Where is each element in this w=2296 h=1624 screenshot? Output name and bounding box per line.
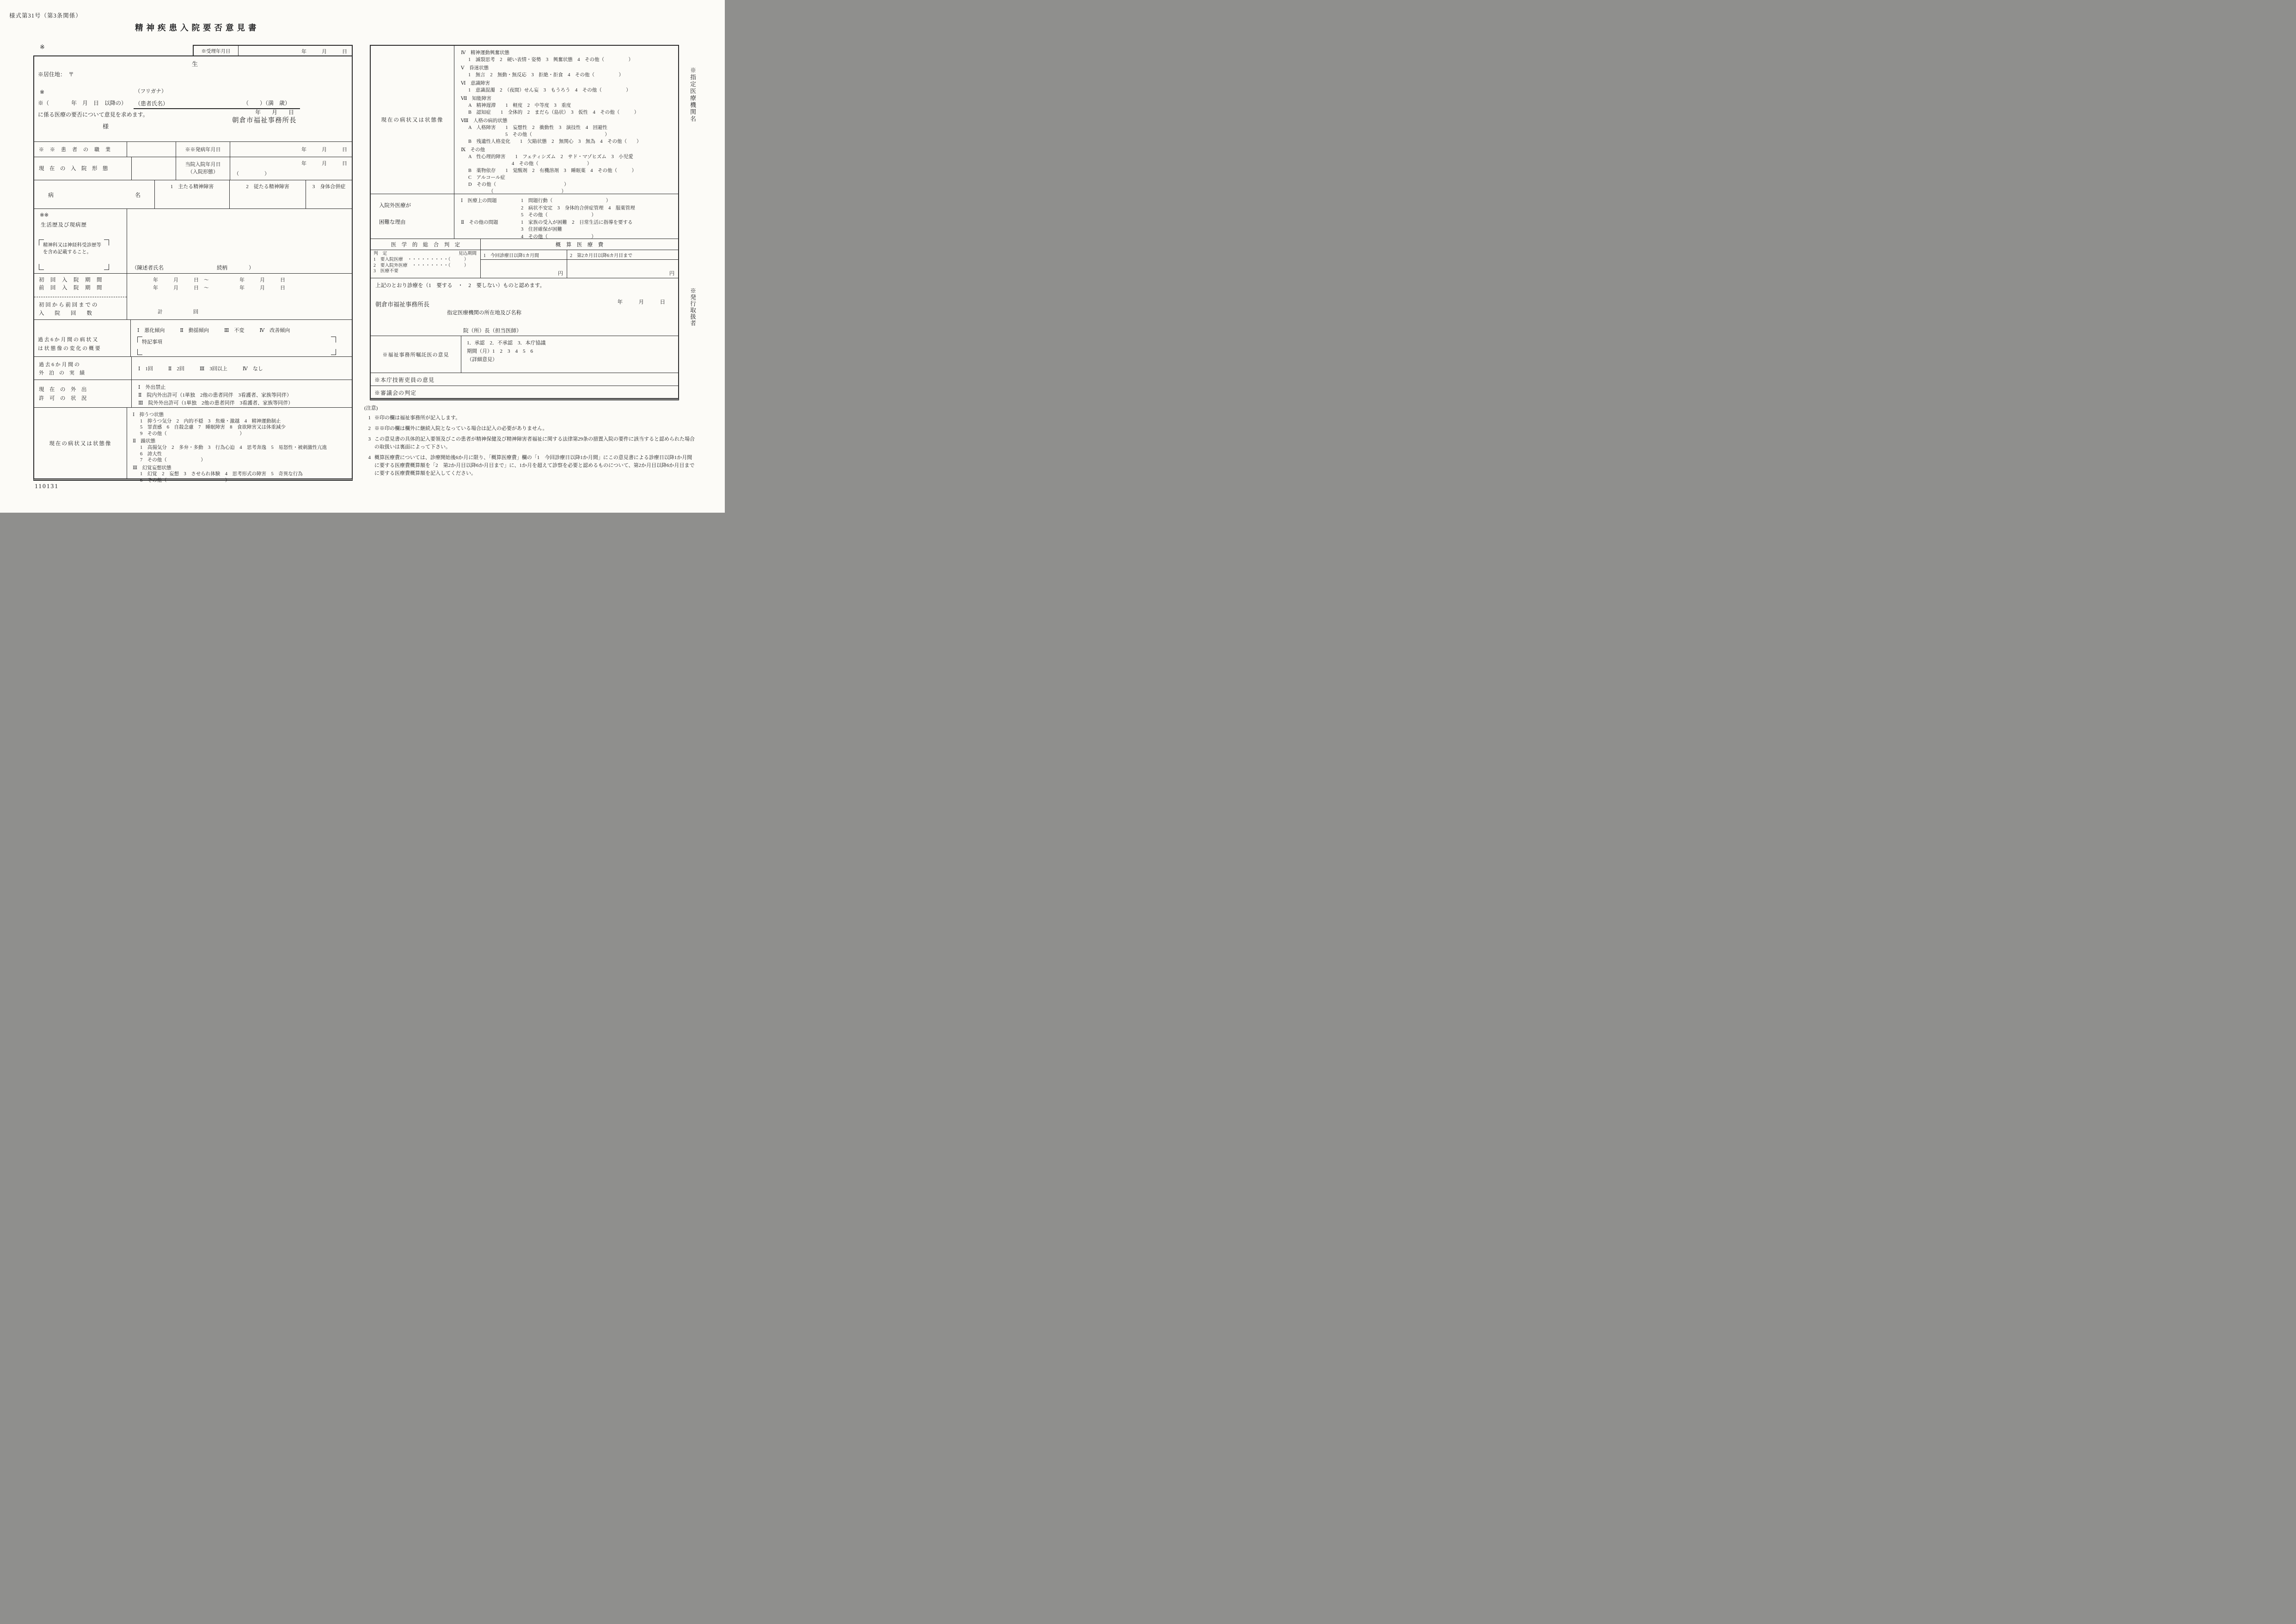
row-tech-opinion (371, 373, 678, 386)
admission-form-label: 現 在 の 入 院 形 態 (34, 157, 132, 180)
bracket-corner-tl (137, 337, 142, 343)
status-VII-lineA: A 精神遅滞 1 軽度 2 中等度 3 重度 (468, 103, 571, 108)
status-VIII-lineB: B 残遺性人格変化 1 欠陥状態 2 無関心 3 無為 4 その他（ ） (468, 139, 642, 144)
status-IX-lineD: D その他（ ） (468, 182, 569, 187)
receipt-date-value: 年 月 日 (301, 49, 347, 55)
row-certification (371, 278, 678, 336)
status-III-line1: 1 幻覚 2 妄想 3 させられ体験 4 思考形式の障害 5 奇異な行為 (140, 472, 303, 477)
outing-option-3: Ⅲ 院外外出許可（1単独 2他の患者同伴 3看護者、家族等同伴） (138, 400, 294, 406)
row-consultant-opinion (371, 336, 678, 373)
status-I-line3: 9 その他（ ） (140, 431, 245, 436)
status-I-line2: 5 罪責感 6 自殺念慮 7 睡眠障害 8 食欲障害又は体重減少 (140, 425, 286, 430)
change-label-line2: は 状 態 像 の 変 化 の 概 要 (38, 346, 100, 351)
note-item-3 (364, 435, 695, 451)
admission-count-total: 計 回 (158, 309, 198, 315)
disease-col-physical: 3 身体合併症 (312, 184, 346, 190)
onset-date-label: ※※発病年月日 (176, 142, 230, 157)
admission-date-label-line2: （入院形態） (188, 169, 218, 175)
page-title: 精神疾患入院要否意見書 (135, 23, 260, 32)
serial-number: 110131 (35, 483, 59, 490)
history-double-asterisk: ※※ (40, 213, 49, 218)
status-I-title: Ⅰ 抑うつ状態 (133, 412, 164, 417)
status-VII-title: Ⅶ 知能障害 (461, 96, 492, 101)
cost1-label: 1 今回診療日以降1カ月間 (481, 250, 567, 260)
difficulty-medical-item2: 2 病状不安定 3 身体的合併症管理 4 服薬管理 (521, 205, 635, 211)
note-item-1 (364, 414, 695, 422)
admission-date-cell (230, 157, 352, 180)
difficulty-medical-header: Ⅰ 医療上の問題 (461, 198, 497, 203)
status-IV-line1: 1 滅裂思考 2 硬い表情・姿勢 3 興奮状態 4 その他（ ） (468, 57, 633, 62)
occupation-label: ※ ※ 患 者 の 職 業 (34, 142, 127, 157)
note-text: ※印の欄は福祉事務所が記入します。 (374, 415, 461, 421)
difficulty-label (371, 194, 454, 239)
margin-label-designated-institution: ※指定医療機関名 (689, 67, 696, 123)
cost2-yen: 円 (669, 271, 674, 276)
disease-col-secondary: 2 従たる精神障害 (230, 180, 306, 209)
notes-title: (注意) (364, 405, 378, 411)
count-label-line2: 入 院 回 数 (39, 311, 92, 316)
status-V-title: Ⅴ 昏迷状態 (461, 66, 489, 71)
overnight-label-line2: 外 泊 の 実 績 (39, 370, 85, 376)
status-VIII-lineA: A 人格障害 1 妄想性 2 衝動性 3 演技性 4 回避性 (468, 125, 608, 130)
status-III-line2: 6 その他（ ） (140, 478, 230, 483)
row-admission-periods (34, 273, 352, 320)
row-admission-form (34, 157, 352, 180)
status-II-line2: 6 誇大性 (140, 451, 162, 457)
notes-section (364, 404, 695, 478)
judgment-item-3: 3 医療不要 (373, 269, 398, 274)
bracket-corner-bl (39, 264, 44, 270)
judgment-item-1: 1 要入院医療 ・・・・・・・・・（ ） (373, 257, 469, 262)
history-bracket-note (39, 239, 109, 270)
outing-label-line1: 現 在 の 外 出 (39, 387, 87, 392)
history-label: 生活歴及び現病歴 (41, 222, 87, 228)
receipt-date-label: ※受理年月日 (194, 46, 239, 55)
residence-label: ※居住地： 〒 (38, 71, 74, 78)
request-date: 年 月 日 (255, 109, 294, 116)
previous-admission-label: 前 回 入 院 期 間 (39, 285, 103, 291)
director-label: 院（所）長（担当医師） (463, 328, 522, 334)
count-labels (34, 297, 127, 320)
outing-label-line2: 許 可 の 状 況 (39, 396, 87, 401)
tech-opinion-label: ※本庁技術吏員の意見 (374, 377, 435, 383)
cost-cell-month1 (481, 250, 567, 278)
row-judgment (371, 239, 678, 278)
overnight-options: Ⅰ 1回 Ⅱ 2回 Ⅲ 3回以上 Ⅳ なし (138, 366, 263, 372)
status-IX-lineA2: 4 その他（ ） (512, 161, 592, 166)
admission-form-paren: （ ） (234, 171, 269, 177)
status-left-label: 現在の病状又は状態像 (34, 408, 127, 478)
status-IX-lineD2: （ ） (489, 189, 566, 194)
row-occupation (34, 141, 352, 157)
row-status-right (371, 46, 678, 194)
margin-label-issuing-handler: ※発行取扱者 (689, 288, 696, 326)
judgment-header-right: 概 算 医 療 費 (555, 242, 604, 248)
disease-col-primary: 1 主たる精神障害 (155, 180, 230, 209)
consultant-line2: 期間（月）1 2 3 4 5 6 (467, 349, 533, 354)
difficulty-other-item2: 3 住居確保が困難 (521, 227, 563, 232)
row-difficulty (371, 194, 678, 239)
previous-admission-dates: 年 月 日 ～ 年 月 日 (153, 285, 285, 291)
outing-option-2: Ⅱ 院内外出許可（1単独 2他の患者同伴 3看護者、家族等同伴） (138, 392, 292, 398)
admission-date-label-line1: 当院入院年月日 (185, 162, 221, 167)
disease-label-char2: 名 (135, 191, 141, 198)
certify-statement: 上記のとおり診療を（1 要する ・ 2 要しない）ものと認めます。 (375, 283, 545, 288)
certify-date: 年 月 日 (617, 300, 665, 305)
consultant-content (461, 336, 678, 373)
status-IX-title: Ⅸ その他 (461, 147, 485, 153)
history-label-cell (34, 209, 127, 274)
outing-options (132, 380, 352, 408)
patient-name-label: （患者氏名） (135, 100, 169, 107)
row-disease-name (34, 180, 352, 209)
note-text: この意見書の具体的記入要領及びこの患者が精神保健及び精神障害者福祉に関する法律第29条の措置入院の要件に該当すると認められた場合の取扱いは裏面によって下さい。 (374, 436, 695, 450)
bracket-corner-tl (39, 239, 44, 245)
expected-period-label: 見込期間 (458, 251, 477, 256)
asterisk-mark: ※ (40, 43, 45, 50)
row-outing-permission (34, 380, 352, 408)
addressee-sama: 様 (103, 123, 109, 130)
since-date-line: ※（ 年 月 日 以降の） (38, 100, 127, 106)
status-VIII-lineA2: 5 その他（ ） (505, 132, 610, 137)
name-underline (134, 100, 300, 109)
overnight-label-line1: 過 去 6 か 月 間 の (39, 362, 80, 368)
judgment-label: 判 定 (373, 251, 387, 256)
note-number: 2 (368, 426, 371, 431)
bracket-corner-br (104, 264, 109, 270)
status-II-line1: 1 高揚気分 2 多弁・多動 3 行為心迫 4 思考奔逸 5 易怒性・被刺激性亢進 (140, 445, 327, 450)
difficulty-content (454, 194, 678, 239)
status-II-line3: 7 その他（ ） (140, 458, 206, 463)
consultant-label: ※福祉事務所嘱託医の意見 (371, 336, 461, 373)
consultant-line1: 1．承認 2．不承認 3．本庁協議 (467, 340, 546, 346)
row-council-judgment (371, 386, 678, 398)
right-form (370, 45, 679, 400)
left-form (33, 55, 353, 481)
occupation-blank-cell (127, 142, 176, 157)
note-number: 1 (368, 415, 371, 421)
status-IX-lineA: A 性心理的障害 1 フェティシズム 2 サド・マゾヒズム 3 小児愛 (468, 154, 633, 159)
difficulty-medical-row (461, 197, 678, 205)
difficulty-label-line2: 困難な理由 (379, 220, 406, 225)
status-VI-title: Ⅵ 意識障害 (461, 81, 490, 86)
status-VI-line1: 1 意識混濁 2 （夜間）せん妄 3 もうろう 4 その他（ ） (468, 88, 631, 93)
difficulty-medical-item3: 5 その他（ ） (521, 213, 596, 218)
welfare-office-head: 朝倉市福祉事務所長 (232, 117, 297, 124)
judgment-item-2: 2 要入院外医療 ・・・・・・・・（ ） (373, 263, 469, 268)
periods-label-cell (34, 274, 127, 320)
cost1-yen: 円 (558, 271, 563, 276)
special-notes-label: 特記事項 (142, 339, 162, 345)
judgment-subheader (373, 251, 480, 257)
difficulty-label-line1: 入院外医療が (379, 203, 411, 208)
disease-name-label (34, 180, 155, 209)
difficulty-other-header: Ⅱ その他の問題 (461, 220, 498, 225)
change-label-line1: 過 去 6 か 月 間 の 病 状 又 (38, 337, 98, 343)
periods-content-cell (127, 274, 352, 320)
change-options: Ⅰ 悪化傾向 Ⅱ 動揺傾向 Ⅲ 不変 Ⅳ 改善傾向 (137, 328, 290, 333)
judgment-header-left: 医 学 的 総 合 判 定 (371, 239, 481, 250)
first-admission-label: 初 回 入 院 期 間 (39, 277, 103, 283)
status-VIII-title: Ⅷ 人格の病的状態 (461, 118, 508, 123)
difficulty-other-item3: 4 その他（ ） (521, 234, 596, 239)
change-content-cell (131, 320, 352, 357)
birth-suffix: 生 (192, 61, 198, 67)
history-content-cell (127, 209, 352, 274)
judgment-header-row (371, 239, 678, 250)
consultant-line3: （詳細意見） (467, 357, 497, 362)
status-right-label: 現在の病状又は状態像 (371, 46, 454, 194)
certify-office-head: 朝倉市福祉事務所長 (375, 301, 430, 308)
form-number: 様式第31号（第3条関係） (9, 12, 82, 19)
judgment-cell (371, 250, 481, 278)
judgment-body-row (371, 250, 678, 278)
bracket-corner-br (331, 349, 336, 355)
row-change-6months (34, 319, 352, 357)
request-text: に係る医療の要否について意見を求めます。 (38, 111, 148, 118)
note-item-4 (364, 454, 695, 478)
difficulty-medical-item1: 1 問題行動（ ） (521, 198, 611, 203)
age-label: （ ）（満 歳） (243, 100, 291, 106)
note-number: 4 (368, 455, 371, 460)
status-V-line1: 1 無言 2 無動・無反応 3 拒絶・拒食 4 その他（ ） (468, 73, 624, 78)
cost-cell-months2to6 (567, 250, 678, 278)
status-I-line1: 1 抑うつ気分 2 内的不穏 3 焦燥・激越 4 精神運動制止 (140, 418, 281, 424)
history-note-text: 精神科又は神経科受診歴等を含め記載すること。 (43, 243, 101, 255)
cost2-label: 2 第2カ月目以降6カ月目まで (567, 250, 678, 260)
row-history (34, 208, 352, 274)
first-admission-dates: 年 月 日 ～ 年 月 日 (153, 277, 285, 283)
row-overnight-stays (34, 356, 352, 380)
scanned-form-page (0, 0, 725, 513)
status-right-content (454, 46, 678, 194)
admission-date-label (176, 157, 230, 180)
difficulty-other-item1: 1 家族の受入が困難 2 日常生活に指導を要する (521, 220, 633, 225)
note-item-2 (364, 425, 695, 433)
status-II-title: Ⅱ 躁状態 (133, 439, 156, 444)
admission-blank-cell (132, 157, 176, 180)
furigana-label: （フリガナ） (135, 89, 167, 94)
institution-location-label: 指定医療機関の所在地及び名称 (447, 310, 521, 316)
status-IX-lineB: B 薬物依存 1 覚醒剤 2 有機溶剤 3 睡眠薬 4 その他（ ） (468, 168, 637, 173)
bracket-corner-tr (104, 239, 109, 245)
status-IV-title: Ⅳ 精神運動興奮状態 (461, 50, 509, 55)
note-text: ※※印の欄は欄外に継続入院となっている場合は記入の必要がありません。 (374, 426, 548, 431)
bracket-corner-bl (137, 349, 142, 355)
difficulty-other-row (461, 219, 678, 227)
receipt-date-box (193, 45, 353, 56)
status-VII-lineB: B 認知症 1 全体的 2 まだら（島状） 3 仮性 4 その他（ ） (468, 110, 639, 115)
declarant-line: （陳述者氏名 続柄 ） (132, 265, 254, 271)
name-asterisk: ※ (40, 89, 45, 95)
change-label (34, 320, 131, 357)
row-status-left (34, 407, 352, 483)
council-label: ※審議会の判定 (374, 390, 417, 396)
disease-label-char1: 病 (48, 191, 54, 198)
count-label-line1: 初 回 か ら 前 回 ま で の (39, 302, 98, 308)
status-IX-lineC: C アルコール症 (468, 175, 505, 180)
bracket-corner-tr (331, 337, 336, 343)
status-left-content (127, 408, 352, 483)
outing-label (34, 380, 132, 408)
change-notes-bracket (137, 337, 336, 355)
note-text: 概算医療費については、診療開始後6か月に限り、「概算医療費」欄の「1 今回診療日以降1か月間」にこの意見書による診療日以降1か月間に要する医療費概算額を「2 第2か月目以降6か月目まで」に、1か月を超えて診察を必要と認めるものについて、第2か月目以降6か月目までに要する医療費概算額を記入してください。 (374, 455, 695, 476)
periods-labels (34, 274, 127, 297)
onset-date-value: 年 月 日 (301, 147, 347, 153)
admission-date-value: 年 月 日 (301, 161, 347, 166)
outing-option-1: Ⅰ 外出禁止 (138, 385, 166, 390)
note-number: 3 (368, 436, 371, 442)
status-III-title: Ⅲ 幻覚妄想状態 (133, 465, 171, 471)
overnight-label (34, 357, 132, 380)
